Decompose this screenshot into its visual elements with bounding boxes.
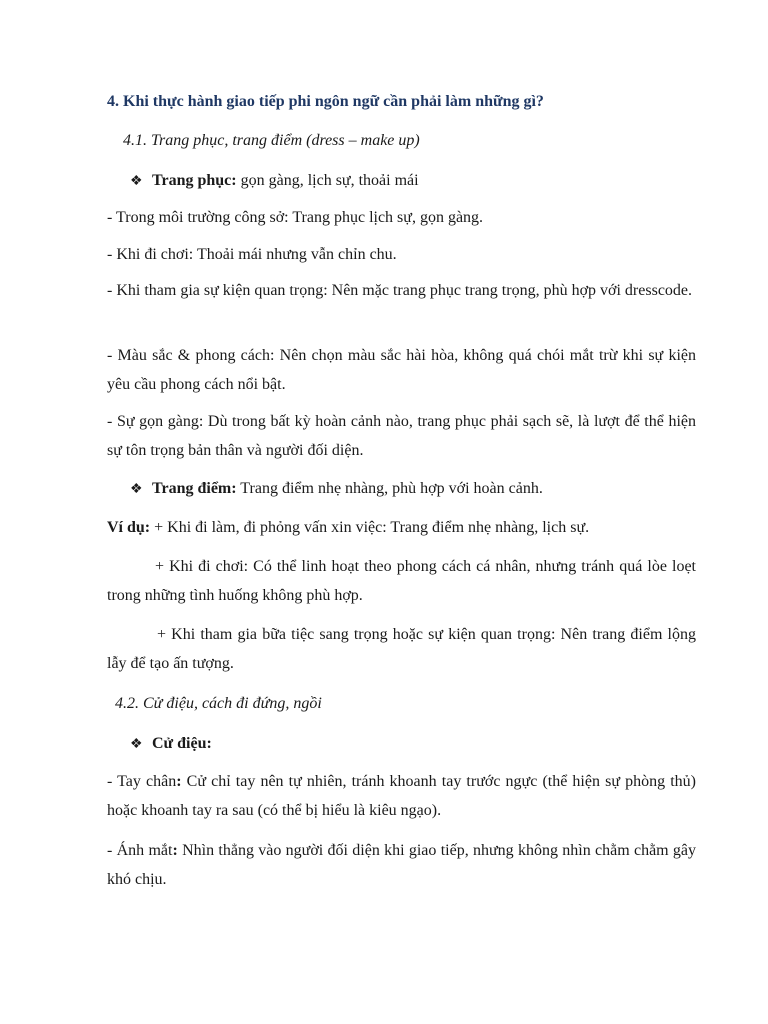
bullet-trang-phuc bbox=[130, 171, 419, 192]
trang-phuc-text: gọn gàng, lịch sự, thoải mái bbox=[236, 172, 419, 189]
trang-diem-label: Trang điểm: bbox=[152, 480, 237, 497]
vi-du-label: Ví dụ: bbox=[107, 519, 151, 536]
diamond-bullet-icon: ❖ bbox=[130, 737, 143, 752]
tay-chan-text: Cử chỉ tay nên tự nhiên, tránh khoanh tay trước ngực (thể hiện sự phòng thủ) hoặc khoanh tay ra sau (có thể bị hiểu là kiêu ngạo). bbox=[107, 773, 696, 819]
tay-chan-colon: : bbox=[176, 773, 182, 790]
vi-du-bua-tiec: + Khi tham gia bữa tiệc sang trọng hoặc sự kiện quan trọng: Nên trang điểm lộng lẫy để tạo ấn tượng. bbox=[107, 626, 696, 672]
paragraph-gon-gang: - Sự gọn gàng: Dù trong bất kỳ hoàn cảnh nào, trang phục phải sạch sẽ, là lượt để thể hiện sự tôn trọng bản thân và người đối diện. bbox=[107, 413, 696, 459]
anh-mat-text: Nhìn thẳng vào người đối diện khi giao tiếp, nhưng không nhìn chằm chằm gây khó chịu. bbox=[107, 842, 697, 888]
trang-diem-text: Trang điểm nhẹ nhàng, phù hợp với hoàn cảnh. bbox=[236, 480, 543, 497]
cu-dieu-label: Cử điệu: bbox=[152, 735, 212, 752]
anh-mat-label: - Ánh mắt bbox=[107, 842, 173, 859]
bullet-trang-diem bbox=[130, 479, 543, 500]
paragraph-di-choi: - Khi đi chơi: Thoải mái nhưng vẫn chỉn chu. bbox=[107, 246, 397, 263]
subsection-title-4-1: 4.1. Trang phục, trang điểm (dress – make up) bbox=[123, 132, 420, 149]
diamond-bullet-icon: ❖ bbox=[130, 482, 143, 497]
trang-phuc-label: Trang phục: bbox=[152, 172, 237, 189]
vi-du-di-choi: + Khi đi chơi: Có thể linh hoạt theo phong cách cá nhân, nhưng tránh quá lòe loẹt trong những tình huống không phù hợp. bbox=[107, 558, 696, 604]
diamond-bullet-icon: ❖ bbox=[130, 174, 143, 189]
paragraph-su-kien: - Khi tham gia sự kiện quan trọng: Nên mặc trang phục trang trọng, phù hợp với dresscode. bbox=[107, 282, 693, 299]
anh-mat-colon: : bbox=[172, 842, 178, 859]
vi-du-text: + Khi đi làm, đi phỏng vấn xin việc: Trang điểm nhẹ nhàng, lịch sự. bbox=[150, 519, 590, 536]
subsection-title-4-2: 4.2. Cử điệu, cách đi đứng, ngồi bbox=[115, 695, 322, 712]
tay-chan-label: - Tay chân bbox=[107, 773, 177, 790]
paragraph-mau-sac: - Màu sắc & phong cách: Nên chọn màu sắc hài hòa, không quá chói mắt trừ khi sự kiện yêu cầu phong cách nổi bật. bbox=[107, 347, 696, 393]
paragraph-tay-chan bbox=[107, 767, 696, 825]
vi-du-line bbox=[107, 518, 589, 538]
paragraph-anh-mat bbox=[107, 836, 696, 894]
paragraph-cong-so: - Trong môi trường công sở: Trang phục lịch sự, gọn gàng. bbox=[107, 209, 484, 226]
section-heading: 4. Khi thực hành giao tiếp phi ngôn ngữ cần phải làm những gì? bbox=[107, 93, 544, 110]
bullet-cu-dieu bbox=[130, 734, 212, 755]
